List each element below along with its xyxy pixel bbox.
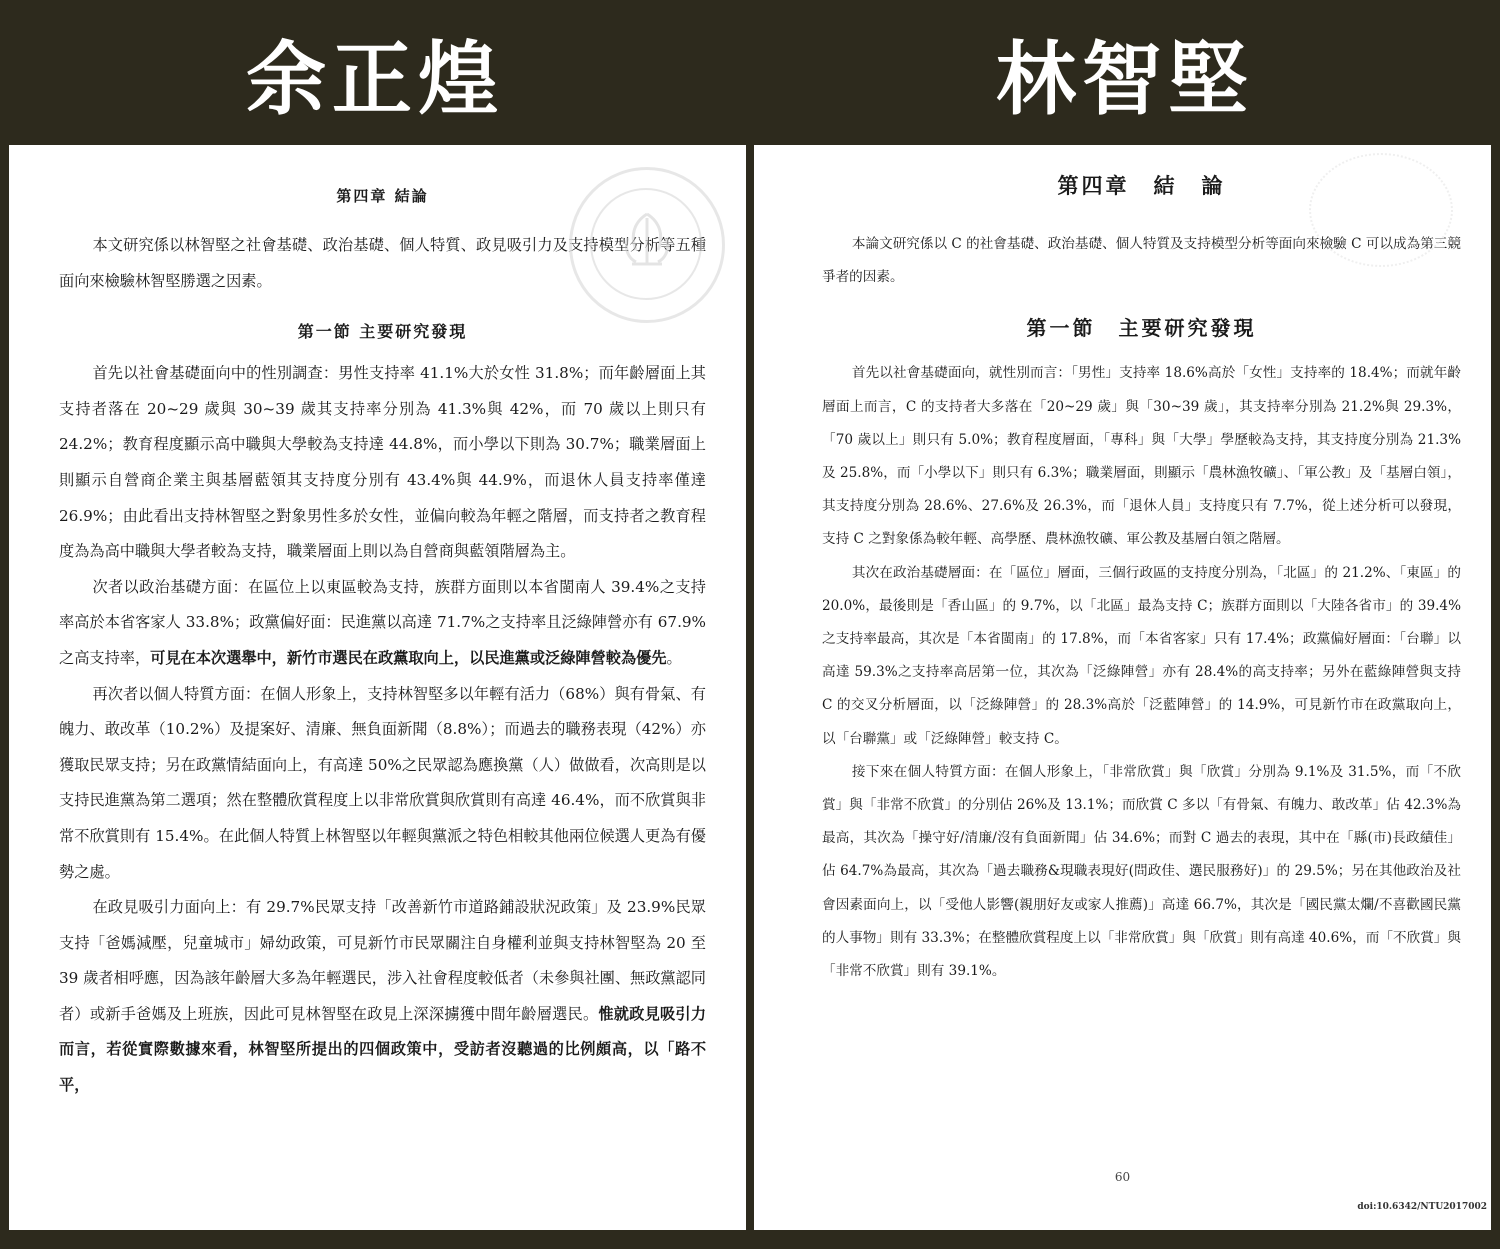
left-thesis-page [9, 145, 746, 1230]
right-author-name: 林智堅 [996, 33, 1254, 126]
intro-paragraph: 本文研究係以林智堅之社會基礎、政治基礎、個人特質、政見吸引力及支持模型分析等五種面向來檢驗林智堅勝選之因素。 [59, 236, 706, 290]
highlighted-conclusion: 惟就政見吸引力而言，若從實際數據來看，林智堅所提出的四個政策中，受訪者沒聽過的比例頗高，以「路不平， [59, 1004, 707, 1095]
left-author-name: 余正煌 [246, 33, 504, 126]
paragraph-political-basis: 其次在政治基礎層面：在「區位」層面，三個行政區的支持度分別為，「北區」的 21.2%、「東區」的 20.0%，最後則是「香山區」的 9.7%，以「北區」最為支持 C；族群方面則以「大陸各省市」的 39.4%之支持率最高，其次是「本省閩南」的 17.8%，而「本省客家」只有 17.4%；政黨偏好層面：「台聯」以高達 59.3%之支持率高居第一位，其次為「泛綠陣營」亦有 28.4%的高支持率；另外在藍綠陣營與支持 C 的交叉分析層面，以「泛綠陣營」的 28.3%高於「泛藍陣營」的 14.9%，可見新竹市在政黨取向上，以「台聯黨」或「泛綠陣營」較支持 C。 [822, 564, 1461, 747]
chapter-title: 第四章 結論 [336, 187, 429, 205]
paragraph-social-basis: 首先以社會基礎面向中的性別調查：男性支持率 41.1%大於女性 31.8%；而年齡層面上其支持者落在 20~29 歲與 30~39 歲其支持率分別為 41.3%與 42%，而 70 歲以上則只有 24.2%；教育程度顯示高中職與大學較為支持達 44.8%，而小學以下則為 30.7%；職業層面上則顯示自營商企業主與基層藍領其支持度分別有 43.4%與 44.9%，而退休人員支持率僅達 26.9%；由此看出支持林智堅之對象男性多於女性，並偏向較為年輕之階層，而支持者之教育程度為為高中職與大學者較為支持，職業層面上則以為自營商與藍領階層為主。 [59, 364, 706, 561]
section-title: 第一節 主要研究發現 [1026, 316, 1257, 341]
page-number: 60 [1114, 1170, 1131, 1184]
paragraph-text: 在政見吸引力面向上：有 29.7%民眾支持「改善新竹市道路鋪設狀況政策」及 23.9%民眾支持「爸媽減壓，兒童城市」婦幼政策，可見新竹市民眾關注自身權利並與支持林智堅為 20 至 39 歲者相呼應，因為該年齡層大多為年輕選民，涉入社會程度較低者（未參與社團、無政黨認同者）或新手爸媽及上班族，因此可見林智堅在政見上深深擄獲中間年齡層選民。 [59, 898, 706, 1023]
doi-label: doi:10.6342/NTU2017002 [1357, 1202, 1487, 1212]
intro-paragraph: 本論文研究係以 C 的社會基礎、政治基礎、個人特質及支持模型分析等面向來檢驗 C 可以成為第三競爭者的因素。 [822, 236, 1461, 286]
paragraph-political-basis [59, 570, 706, 677]
university-seal-icon [569, 167, 725, 323]
paragraph-policy-appeal [59, 890, 706, 1104]
section-title: 第一節 主要研究發現 [297, 322, 468, 342]
paragraph-personal-traits: 再次者以個人特質方面：在個人形象上，支持林智堅多以年輕有活力（68%）與有骨氣、有魄力、敢改革（10.2%）及提案好、清廉、無負面新聞（8.8%）；而過去的職務表現（42%）亦獲取民眾支持；另在政黨情結面向上，有高達 50%之民眾認為應換黨（人）做做看，次高則是以支持民進黨為第二選項；然在整體欣賞程度上以非常欣賞與欣賞則有高達 46.4%，而不欣賞與非常不欣賞則有 15.4%。在此個人特質上林智堅以年輕與黨派之特色相較其他兩位候選人更為有優勢之處。 [59, 684, 706, 881]
paragraph-social-basis: 首先以社會基礎面向，就性別而言：「男性」支持率 18.6%高於「女性」支持率的 18.4%；而就年齡層面上而言，C 的支持者大多落在「20~29 歲」與「30~39 歲」，其支持率分別為 21.2%與 29.3%，「70 歲以上」則只有 5.0%；教育程度層面，「專科」與「大學」學歷較為支持，其支持度分別為 21.3%及 25.8%，而「小學以下」則只有 6.3%；職業層面，則顯示「農林漁牧礦」、「軍公教」及「基層白領」，其支持度分別為 28.6%、27.6%及 26.3%，而「退休人員」支持度只有 7.7%，從上述分析可以發現，支持 C 之對象係為較年輕、高學歷、農林漁牧礦、軍公教及基層白領之階層。 [822, 365, 1461, 548]
paragraph-end: 。 [666, 648, 682, 667]
highlighted-conclusion: 可見在本次選舉中，新竹市選民在政黨取向上，以民進黨或泛綠陣營較為優先 [150, 648, 667, 667]
paragraph-text: 次者以政治基礎方面：在區位上以東區較為支持，族群方面則以本省閩南人 39.4%之支持率高於本省客家人 33.8%；政黨偏好面：民進黨以高達 71.7%之支持率且泛綠陣營亦有 67.9%之高支持率， [59, 577, 706, 667]
paragraph-personal-traits: 接下來在個人特質方面：在個人形象上，「非常欣賞」與「欣賞」分別為 9.1%及 31.5%，而「不欣賞」與「非常不欣賞」的分別佔 26%及 13.1%；而欣賞 C 多以「有骨氣、有魄力、敢改革」佔 42.3%為最高，其次為「操守好/清廉/沒有負面新聞」佔 34.6%；而對 C 過去的表現，其中在「縣(市)長政績佳」佔 64.7%為最高，其次為「過去職務&現職表現好(問政佳、選民服務好)」的 29.5%；另在其他政治及社會因素面向上，以「受他人影響(親朋好友或家人推薦)」高達 66.7%，其次是「國民黨太爛/不喜歡國民黨的人事物」則有 33.3%；在整體欣賞程度上以「非常欣賞」與「欣賞」則有高達 40.6%，而「不欣賞」與「非常不欣賞」則有 39.1%。 [822, 763, 1461, 980]
faint-seal-icon [1309, 153, 1453, 267]
chapter-title: 第四章 結 論 [1057, 173, 1226, 198]
right-thesis-page [754, 145, 1491, 1230]
